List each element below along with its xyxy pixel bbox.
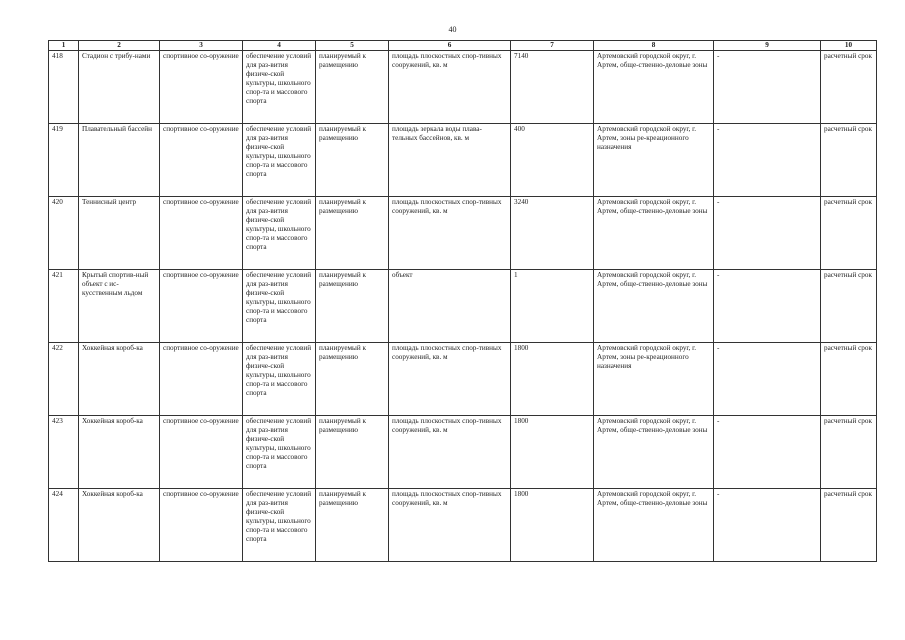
column-header: 10 [821,41,877,51]
cell-row-number: 424 [49,489,79,562]
cell-location: Артемовский городской округ, г. Артем, зоны ре-креационного назначения [594,124,714,197]
cell-location: Артемовский городской округ, г. Артем, обще-ственно-деловые зоны [594,416,714,489]
cell-value: 1800 [511,343,594,416]
cell-characteristic: площадь зеркала воды плава-тельных бассейнов, кв. м [389,124,511,197]
cell-object-type: спортивное со-оружение [160,124,243,197]
column-header: 5 [316,41,389,51]
cell-status: планируемый к размещению [316,489,389,562]
cell-object-name: Плавательный бассейн [79,124,160,197]
table-row [49,489,877,562]
cell-zone-note: - [714,51,821,124]
cell-object-type: спортивное со-оружение [160,489,243,562]
table-body [49,51,877,562]
cell-purpose: обеспечение условий для раз-вития физиче-ской культуры, школьного спор-та и массового спорта [243,51,316,124]
cell-location: Артемовский городской округ, г. Артем, обще-ственно-деловые зоны [594,489,714,562]
cell-object-type: спортивное со-оружение [160,343,243,416]
page-number: 40 [448,25,457,34]
cell-value: 7140 [511,51,594,124]
cell-value: 1800 [511,489,594,562]
cell-status: планируемый к размещению [316,197,389,270]
cell-zone-note: - [714,197,821,270]
cell-value: 1800 [511,416,594,489]
cell-object-name: Крытый спортив-ный объект с ис-кусственным льдом [79,270,160,343]
cell-row-number: 419 [49,124,79,197]
cell-characteristic: площадь плоскостных спор-тивных сооружений, кв. м [389,489,511,562]
cell-status: планируемый к размещению [316,416,389,489]
table-row [49,270,877,343]
cell-characteristic: площадь плоскостных спор-тивных сооружений, кв. м [389,416,511,489]
cell-object-name: Хоккейная короб-ка [79,343,160,416]
cell-characteristic: объект [389,270,511,343]
table-row [49,124,877,197]
cell-purpose: обеспечение условий для раз-вития физиче-ской культуры, школьного спор-та и массового спорта [243,343,316,416]
cell-location: Артемовский городской округ, г. Артем, зоны ре-креационного назначения [594,343,714,416]
table-row [49,51,877,124]
column-header: 6 [389,41,511,51]
cell-characteristic: площадь плоскостных спор-тивных сооружений, кв. м [389,51,511,124]
cell-object-name: Теннисный центр [79,197,160,270]
cell-status: планируемый к размещению [316,270,389,343]
cell-zone-note: - [714,489,821,562]
cell-purpose: обеспечение условий для раз-вития физиче-ской культуры, школьного спор-та и массового спорта [243,197,316,270]
cell-object-type: спортивное со-оружение [160,270,243,343]
cell-term: расчетный срок [821,343,877,416]
cell-zone-note: - [714,270,821,343]
column-header: 7 [511,41,594,51]
cell-status: планируемый к размещению [316,124,389,197]
cell-value: 3240 [511,197,594,270]
cell-location: Артемовский городской округ, г. Артем, обще-ственно-деловые зоны [594,51,714,124]
cell-term: расчетный срок [821,51,877,124]
cell-value: 400 [511,124,594,197]
cell-zone-note: - [714,416,821,489]
cell-object-name: Хоккейная короб-ка [79,489,160,562]
cell-purpose: обеспечение условий для раз-вития физиче-ской культуры, школьного спор-та и массового спорта [243,416,316,489]
cell-term: расчетный срок [821,124,877,197]
column-header: 8 [594,41,714,51]
header-row [49,41,877,51]
cell-row-number: 422 [49,343,79,416]
cell-zone-note: - [714,343,821,416]
cell-characteristic: площадь плоскостных спор-тивных сооружений, кв. м [389,197,511,270]
table-row [49,416,877,489]
cell-purpose: обеспечение условий для раз-вития физиче-ской культуры, школьного спор-та и массового спорта [243,489,316,562]
cell-characteristic: площадь плоскостных спор-тивных сооружений, кв. м [389,343,511,416]
column-header: 2 [79,41,160,51]
table-row [49,197,877,270]
cell-term: расчетный срок [821,270,877,343]
cell-term: расчетный срок [821,197,877,270]
cell-row-number: 420 [49,197,79,270]
column-header: 9 [714,41,821,51]
cell-row-number: 421 [49,270,79,343]
cell-value: 1 [511,270,594,343]
cell-row-number: 423 [49,416,79,489]
cell-location: Артемовский городской округ, г. Артем, обще-ственно-деловые зоны [594,197,714,270]
cell-object-type: спортивное со-оружение [160,416,243,489]
cell-object-type: спортивное со-оружение [160,51,243,124]
cell-object-type: спортивное со-оружение [160,197,243,270]
cell-status: планируемый к размещению [316,343,389,416]
cell-row-number: 418 [49,51,79,124]
column-header: 4 [243,41,316,51]
column-header: 3 [160,41,243,51]
cell-object-name: Хоккейная короб-ка [79,416,160,489]
column-header: 1 [49,41,79,51]
cell-term: расчетный срок [821,489,877,562]
table-row [49,343,877,416]
cell-zone-note: - [714,124,821,197]
cell-object-name: Стадион с трибу-нами [79,51,160,124]
cell-purpose: обеспечение условий для раз-вития физиче-ской культуры, школьного спор-та и массового спорта [243,124,316,197]
cell-location: Артемовский городской округ, г. Артем, обще-ственно-деловые зоны [594,270,714,343]
cell-purpose: обеспечение условий для раз-вития физиче-ской культуры, школьного спор-та и массового спорта [243,270,316,343]
data-table [48,40,877,562]
cell-status: планируемый к размещению [316,51,389,124]
cell-term: расчетный срок [821,416,877,489]
